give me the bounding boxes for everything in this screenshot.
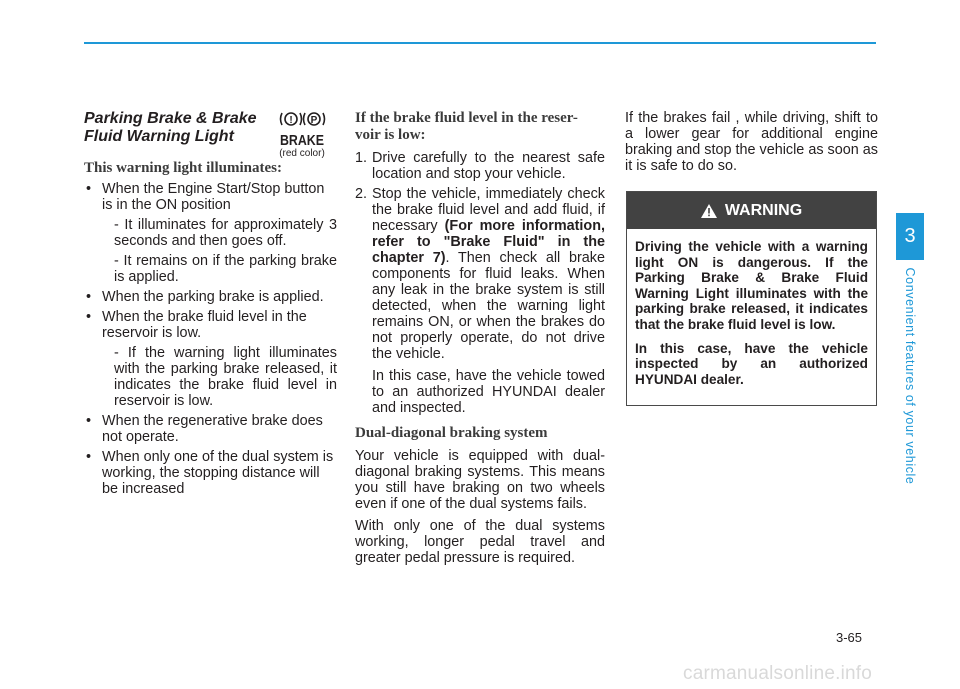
- list-item: • When the parking brake is applied.: [86, 289, 324, 305]
- list-item: • When the brake fluid level in the reservoir is low. - If the warning light illuminates with the parking brake released, it indicates the brake fluid level in reservoir is low.: [86, 309, 337, 409]
- list-item: • When the regenerative brake does not operate.: [86, 413, 323, 445]
- chapter-reference: (For more information, refer to "Brake Fluid" in the chapter 7): [372, 218, 605, 266]
- list-item: • When the Engine Start/Stop button is in the ON position - It illuminates for approximately 3 seconds and then goes off. - It remains on if the parking brake is applied.: [86, 181, 337, 285]
- warning-triangle-icon: [701, 204, 717, 218]
- chapter-tab: 3: [896, 213, 924, 260]
- steps-list: [355, 150, 605, 362]
- header-rule: [84, 42, 876, 44]
- sub-item: - It remains on if the parking brake is applied.: [114, 253, 337, 285]
- list-item-text: When the regenerative brake does not operate.: [102, 413, 323, 445]
- right-column: [625, 110, 878, 174]
- watermark: carmanualsonline.info: [683, 663, 873, 684]
- icon-caption: (red color): [279, 148, 325, 159]
- warning-body: [627, 229, 876, 387]
- dual-paragraph-1: Your vehicle is equipped with dual-diagonal braking systems. This means you still have braking on two wheels even if one of the dual systems fails.: [355, 448, 605, 512]
- sub-item: - It illuminates for approximately 3 seconds and then goes off.: [114, 217, 337, 249]
- middle-column: [355, 110, 605, 566]
- warning-paragraph-1: Driving the vehicle with a warning light ON is dangerous. If the Parking Brake & Brake Fluid Warning Light illuminates with the parking brake released, it indicates that the brake fluid level is low.: [635, 239, 868, 332]
- fluid-low-heading: If the brake fluid level in the reser- voir is low:: [355, 110, 578, 143]
- list-item-text: When the parking brake is applied.: [102, 289, 324, 305]
- dual-diagonal-heading: Dual-diagonal braking system: [355, 425, 548, 441]
- warning-title: WARNING: [724, 201, 803, 219]
- chapter-title: Convenient features of your vehicle: [903, 267, 917, 485]
- svg-text:!: !: [289, 115, 293, 126]
- dual-paragraph-2: With only one of the dual systems working, longer pedal travel and greater pedal pressure is required.: [355, 518, 605, 566]
- brake-symbol-icon: [278, 110, 326, 148]
- tow-instruction: In this case, have the vehicle towed to an authorized HYUNDAI dealer and inspected.: [372, 368, 605, 416]
- svg-text:BRAKE: BRAKE: [280, 132, 324, 149]
- list-item-text: When only one of the dual system is working, the stopping distance will be increased: [102, 449, 334, 497]
- heading-line-1: Parking Brake & Brake: [84, 110, 257, 127]
- heading-line-2: Fluid Warning Light: [84, 128, 234, 145]
- brakes-fail-paragraph: If the brakes fail , while driving, shift to a lower gear for additional engine braking and stop the vehicle as soon as it is safe to do so.: [625, 110, 878, 174]
- list-item: • When only one of the dual system is working, the stopping distance will be increased: [86, 449, 334, 497]
- brake-warning-icon: [275, 110, 329, 159]
- svg-text:P: P: [310, 115, 318, 126]
- step-item: 2. Stop the vehicle, immediately check the brake fluid level and add fluid, if necessary (For more information, refer to "Brake Fluid" in the chapter 7). Then check all brake components for fluid leaks. When any leak in the brake system is still detected, when the warning light remains ON, or when the brakes do not properly operate, do not drive the vehicle.: [355, 186, 605, 362]
- warning-paragraph-2: In this case, have the vehicle inspected by an authorized HYUNDAI dealer.: [635, 340, 868, 387]
- list-item-text: When the brake fluid level in the reservoir is low.: [102, 309, 307, 341]
- illuminates-subheading: This warning light illuminates:: [84, 160, 282, 176]
- warning-box: [626, 191, 877, 406]
- warning-header: [627, 192, 876, 229]
- list-item-text: When the Engine Start/Stop button is in the ON position: [102, 181, 325, 213]
- page-number: 3-65: [836, 630, 863, 645]
- step-item: 1. Drive carefully to the nearest safe location and stop your vehicle.: [355, 150, 605, 182]
- conditions-list: [84, 181, 337, 497]
- sub-item: - If the warning light illuminates with the parking brake released, it indicates the brake fluid level in reservoir is low.: [114, 345, 337, 409]
- left-column: [84, 110, 337, 501]
